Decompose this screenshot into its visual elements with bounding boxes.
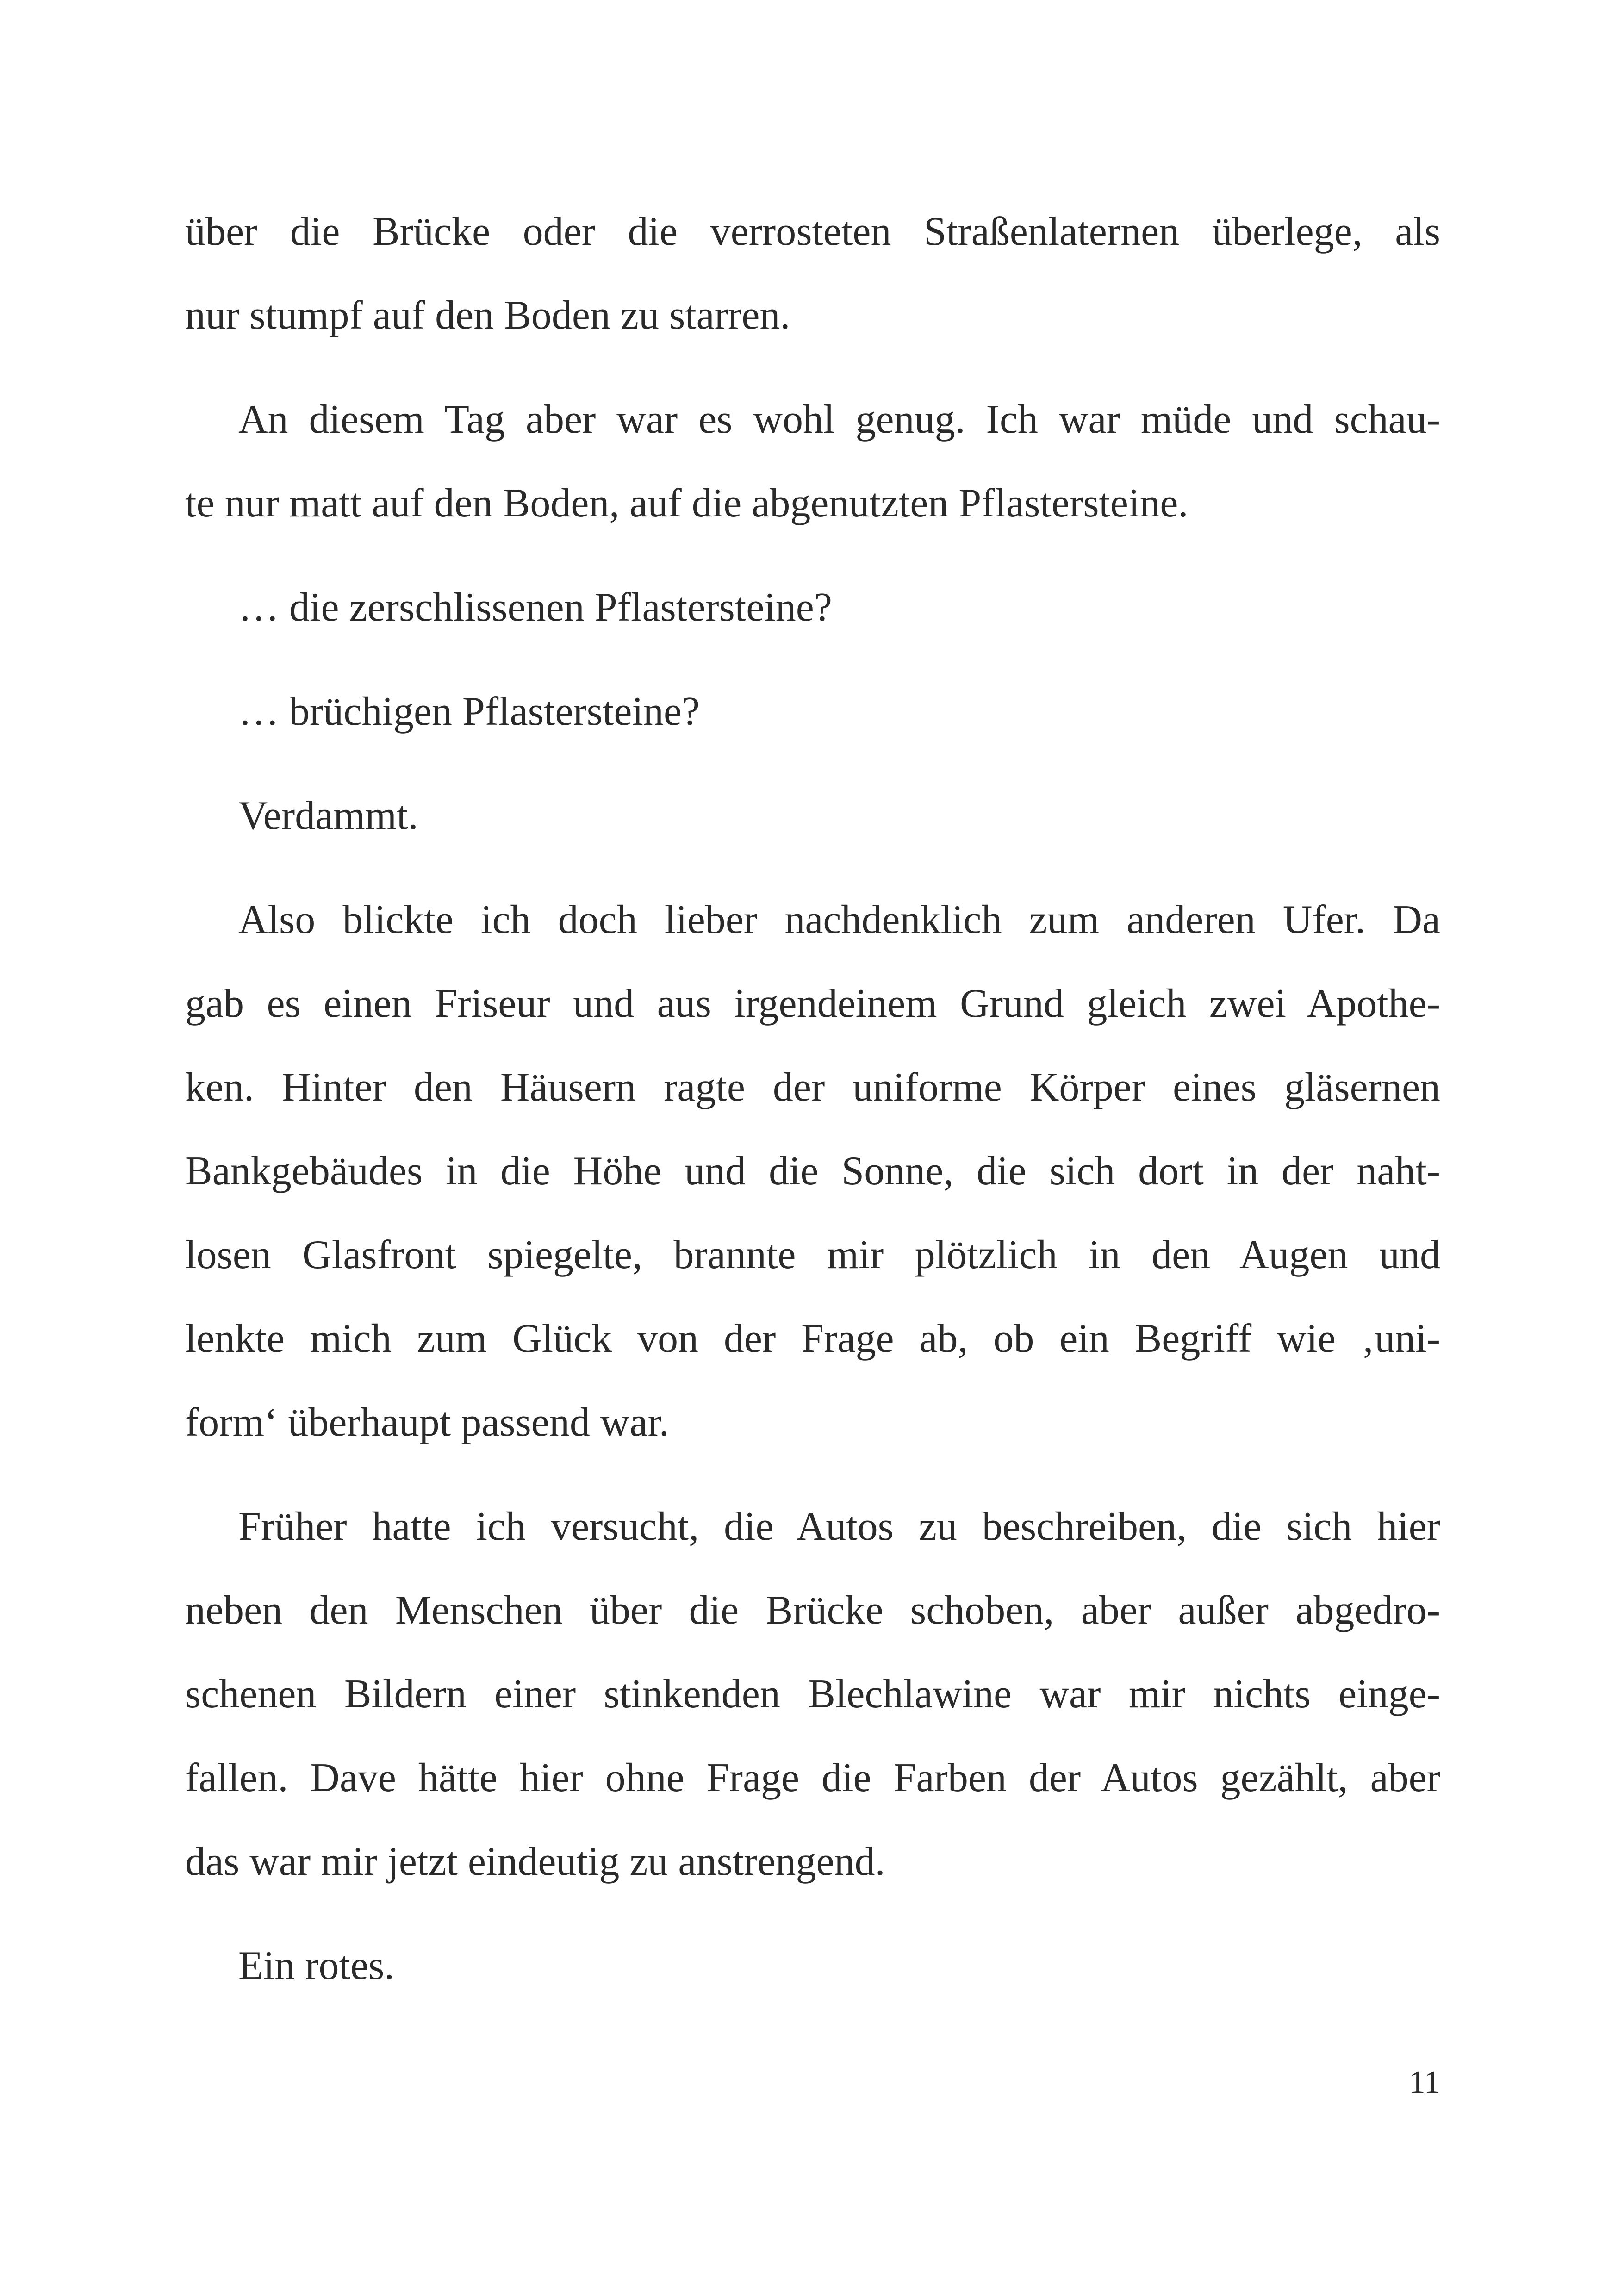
text-line: schenen Bildern einer stinkenden Blechlawine war mir nichts einge- (185, 1672, 1440, 1717)
text-line: neben den Menschen über die Brücke schoben, aber außer abgedro- (185, 1588, 1440, 1633)
text-line: Früher hatte ich versucht, die Autos zu beschreiben, die sich hier (238, 1504, 1440, 1549)
paragraph (185, 190, 1440, 357)
text-line: fallen. Dave hätte hier ohne Frage die Farben der Autos gezählt, aber (185, 1755, 1440, 1800)
text-line: losen Glasfront spiegelte, brannte mir plötzlich in den Augen und (185, 1232, 1440, 1277)
text-line: form‘ überhaupt passend war. (185, 1400, 669, 1445)
text-line: Bankgebäudes in die Höhe und die Sonne, die sich dort in der naht- (185, 1149, 1440, 1194)
text-line: über die Brücke oder die verrosteten Straßenlaternen überlege, als (185, 209, 1440, 254)
paragraph (185, 670, 1440, 753)
paragraph (185, 378, 1440, 545)
paragraph (185, 566, 1440, 649)
text-line: Also blickte ich doch lieber nachdenklich zum anderen Ufer. Da (238, 897, 1440, 942)
text-line: Verdammt. (238, 793, 418, 838)
text-line: gab es einen Friseur und aus irgendeinem Grund gleich zwei Apothe- (185, 981, 1440, 1026)
text-line: … die zerschlissenen Pflastersteine? (238, 585, 832, 630)
text-line: Ein rotes. (238, 1943, 395, 1988)
paragraph (185, 774, 1440, 858)
text-line: das war mir jetzt eindeutig zu anstrengend. (185, 1839, 885, 1884)
paragraph (185, 1485, 1440, 1904)
text-line: An diesem Tag aber war es wohl genug. Ich war müde und schau- (238, 397, 1440, 442)
text-line: lenkte mich zum Glück von der Frage ab, ob ein Begriff wie ‚uni- (185, 1316, 1440, 1361)
body-text (185, 190, 1440, 2008)
text-line: te nur matt auf den Boden, auf die abgenutzten Pflastersteine. (185, 481, 1189, 526)
paragraph (185, 878, 1440, 1464)
text-line: ken. Hinter den Häusern ragte der uniforme Körper eines gläsernen (185, 1065, 1440, 1110)
paragraph (185, 1924, 1440, 2008)
page-number: 11 (1409, 2065, 1440, 2100)
text-line: … brüchigen Pflastersteine? (238, 689, 700, 734)
text-line: nur stumpf auf den Boden zu starren. (185, 293, 790, 338)
